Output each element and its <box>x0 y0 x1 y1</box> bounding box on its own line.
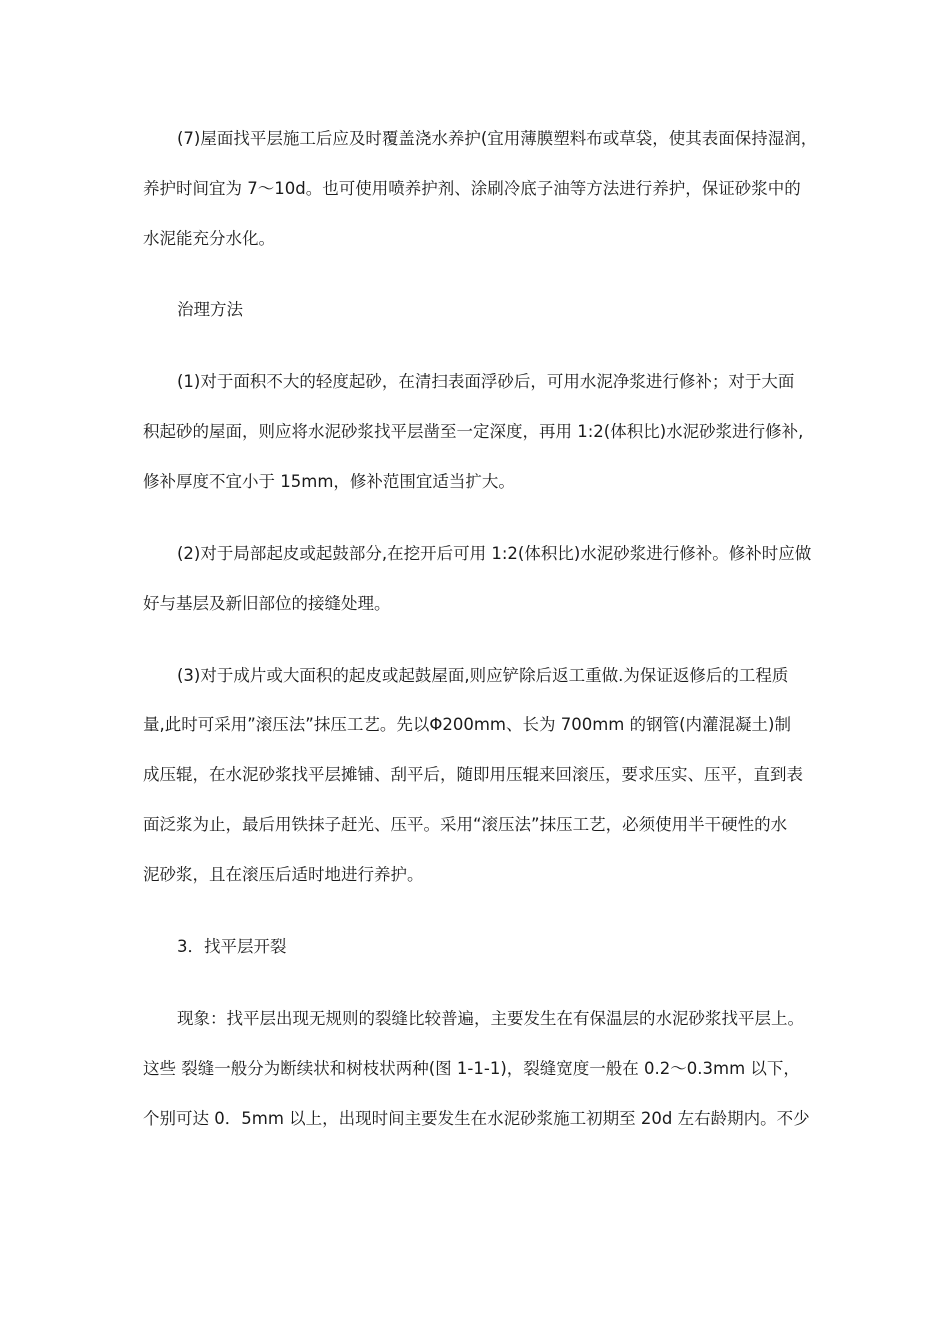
paragraph-line: 个别可达 0．5mm 以上，出现时间主要发生在水泥砂浆施工初期至 20d 左右龄期内。不少 <box>143 1109 810 1128</box>
paragraph-line: (1)对于面积不大的轻度起砂，在清扫表面浮砂后，可用水泥净浆进行修补；对于大面 <box>177 372 795 391</box>
paragraph-line: 积起砂的屋面，则应将水泥砂浆找平层凿至一定深度，再用 1:2(体积比)水泥砂浆进行修补, <box>143 422 804 441</box>
section-heading: 3．找平层开裂 <box>177 937 287 956</box>
paragraph-line: 修补厚度不宜小于 15mm，修补范围宜适当扩大。 <box>143 472 515 491</box>
paragraph-line: 面泛浆为止，最后用铁抹子赶光、压平。采用“滚压法”抹压工艺，必须使用半干硬性的水 <box>143 815 788 834</box>
paragraph-line: 水泥能充分水化。 <box>143 229 275 248</box>
paragraph-line: 养护时间宜为 7～10d。也可使用喷养护剂、涂刷冷底子油等方法进行养护，保证砂浆中的 <box>143 179 801 198</box>
paragraph-line: (2)对于局部起皮或起鼓部分,在挖开后可用 1:2(体积比)水泥砂浆进行修补。修补时应做 <box>177 544 812 563</box>
section-heading: 治理方法 <box>177 300 243 319</box>
paragraph-line: 现象：找平层出现无规则的裂缝比较普遍，主要发生在有保温层的水泥砂浆找平层上。 <box>177 1009 804 1028</box>
paragraph-line: 成压辊，在水泥砂浆找平层摊铺、刮平后，随即用压辊来回滚压，要求压实、压平，直到表 <box>143 765 803 784</box>
paragraph-line: (7)屋面找平层施工后应及时覆盖浇水养护(宜用薄膜塑料布或草袋，使其表面保持湿润， <box>177 129 818 148</box>
paragraph-line: (3)对于成片或大面积的起皮或起鼓屋面,则应铲除后返工重做.为保证返修后的工程质 <box>177 666 789 685</box>
paragraph-line: 泥砂浆，且在滚压后适时地进行养护。 <box>143 865 424 884</box>
paragraph-line: 好与基层及新旧部位的接缝处理。 <box>143 594 391 613</box>
paragraph-line: 量,此时可采用”滚压法”抹压工艺。先以Φ200mm、长为 700mm 的钢管(内灌混凝土)制 <box>143 715 791 734</box>
paragraph-line: 这些 裂缝一般分为断续状和树枝状两种(图 1-1-1)，裂缝宽度一般在 0.2～0.3mm 以下， <box>143 1059 800 1078</box>
